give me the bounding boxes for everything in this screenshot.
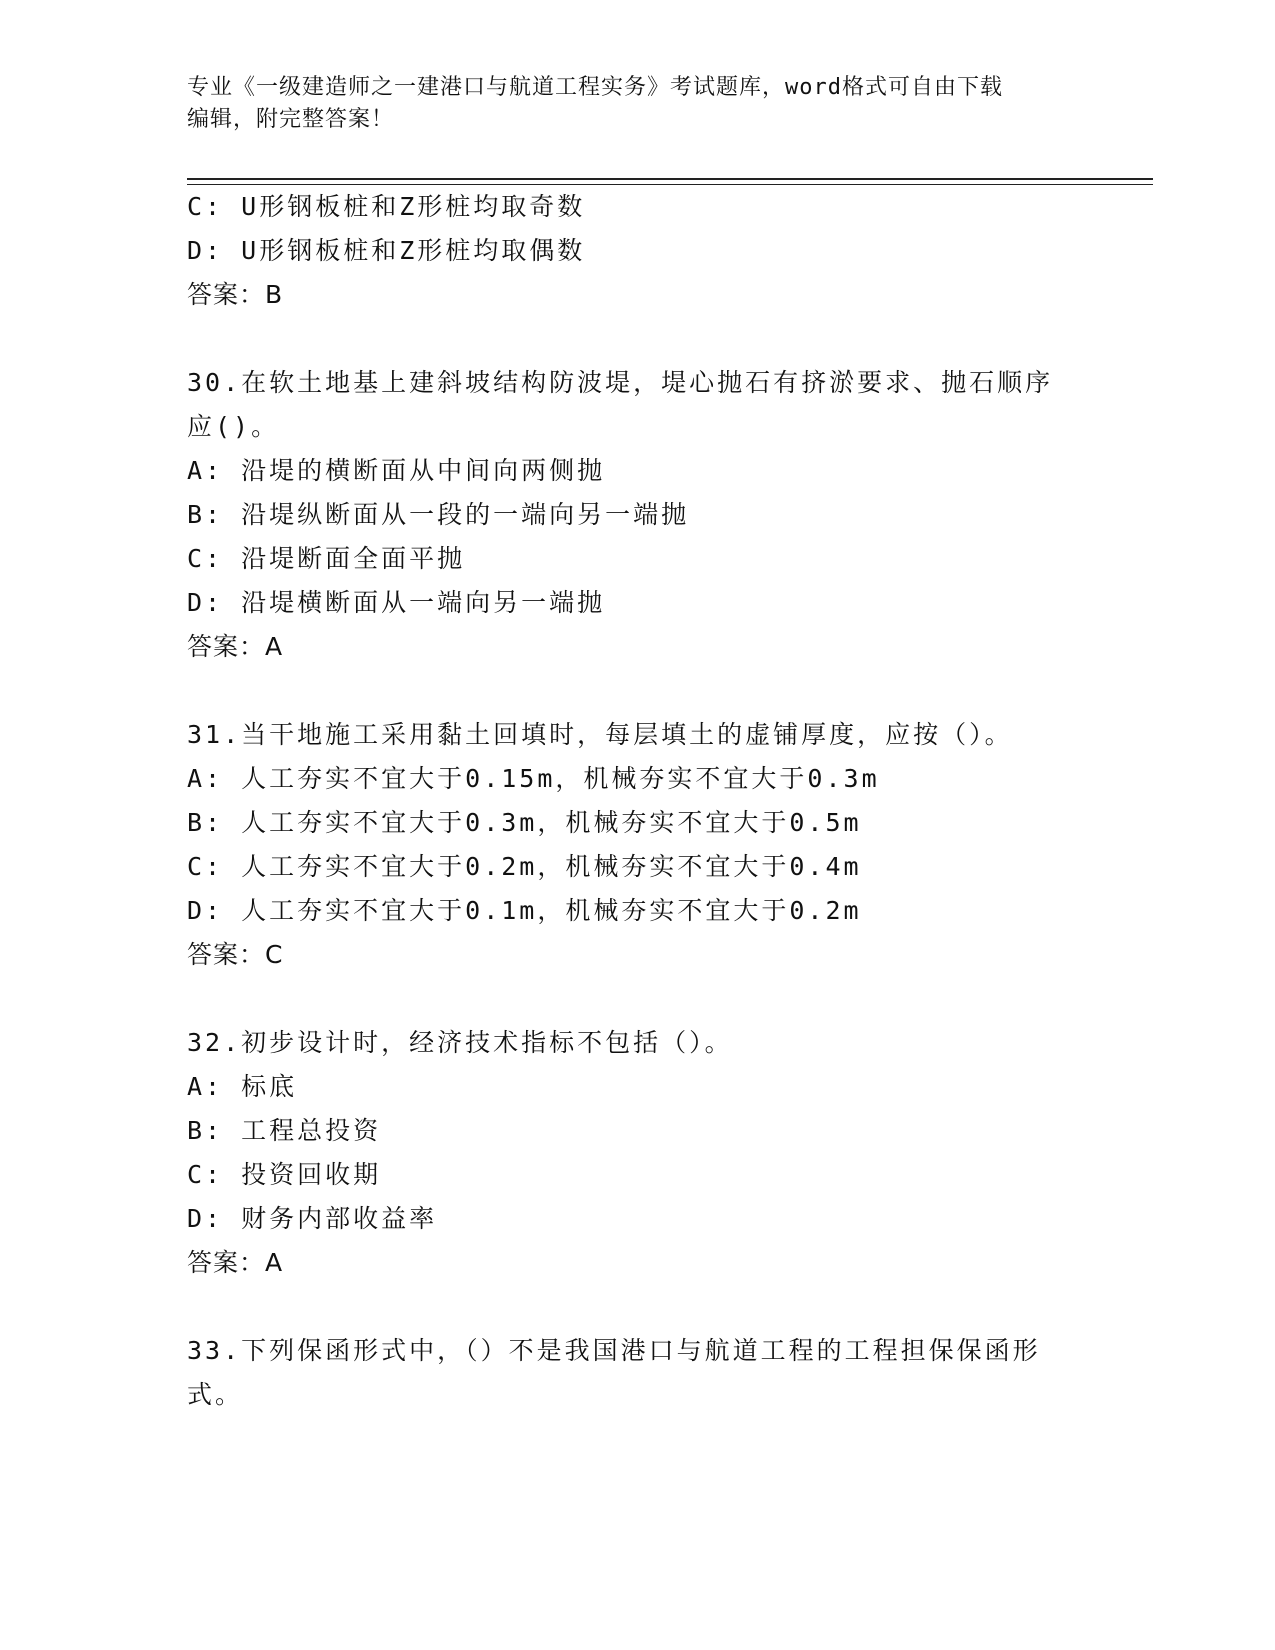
question-30-option-c: C: 沿堤断面全面平抛 <box>187 544 466 573</box>
question-30-stem-line-1: 30.在软土地基上建斜坡结构防波堤，堤心抛石有挤淤要求、抛石顺序 <box>187 368 1054 397</box>
question-32-option-a: A: 标底 <box>187 1072 298 1101</box>
question-32-option-d: D: 财务内部收益率 <box>187 1204 438 1233</box>
header-rule-thin <box>187 184 1153 185</box>
question-32-option-c: C: 投资回收期 <box>187 1160 382 1189</box>
question-30-answer: 答案：A <box>187 632 284 661</box>
option-d: D: U形钢板桩和Z形桩均取偶数 <box>187 236 586 265</box>
question-30-option-a: A: 沿堤的横断面从中间向两侧抛 <box>187 456 606 485</box>
header-line-2: 编辑，附完整答案！ <box>187 107 395 132</box>
question-31-stem: 31.当干地施工采用黏土回填时，每层填土的虚铺厚度，应按（）。 <box>187 720 1013 749</box>
question-30-option-d: D: 沿堤横断面从一端向另一端抛 <box>187 588 606 617</box>
question-31-option-d: D: 人工夯实不宜大于0.1m，机械夯实不宜大于0.2m <box>187 896 862 925</box>
question-33-stem-line-2: 式。 <box>187 1380 244 1409</box>
question-32-answer: 答案：A <box>187 1248 284 1277</box>
answer-label: 答案：B <box>187 280 284 309</box>
page-header <box>187 72 1067 136</box>
question-31-option-a: A: 人工夯实不宜大于0.15m，机械夯实不宜大于0.3m <box>187 764 880 793</box>
question-33-stem-line-1: 33.下列保函形式中，（）不是我国港口与航道工程的工程担保保函形 <box>187 1336 1041 1365</box>
header-rule-thick <box>187 178 1153 180</box>
header-line-1: 专业《一级建造师之一建港口与航道工程实务》考试题库，word格式可自由下载 <box>187 75 1003 100</box>
question-31-option-b: B: 人工夯实不宜大于0.3m，机械夯实不宜大于0.5m <box>187 808 862 837</box>
question-32-stem: 32.初步设计时，经济技术指标不包括（）。 <box>187 1028 733 1057</box>
question-31-answer: 答案：C <box>187 940 284 969</box>
question-32-option-b: B: 工程总投资 <box>187 1116 382 1145</box>
question-31-option-c: C: 人工夯实不宜大于0.2m，机械夯实不宜大于0.4m <box>187 852 862 881</box>
question-30-stem-line-2: 应()。 <box>187 412 280 441</box>
question-30-option-b: B: 沿堤纵断面从一段的一端向另一端抛 <box>187 500 690 529</box>
option-c: C: U形钢板桩和Z形桩均取奇数 <box>187 192 586 221</box>
